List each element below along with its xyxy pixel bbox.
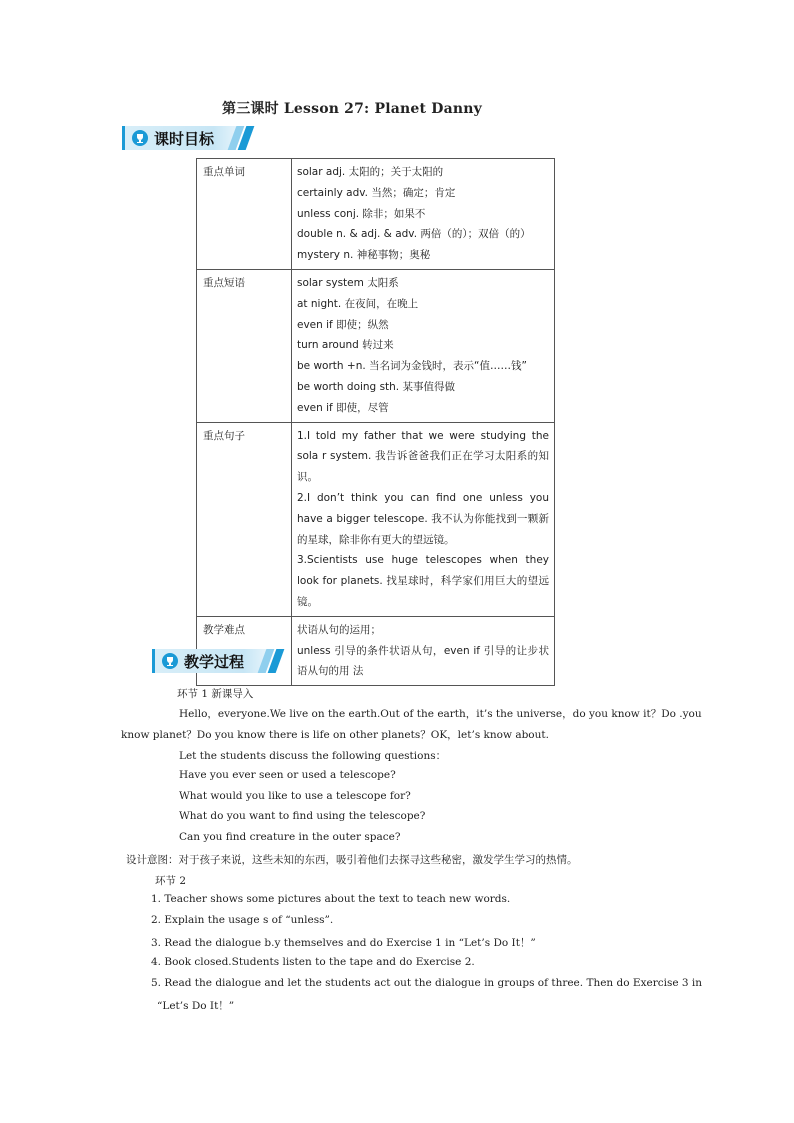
- row-label: [197, 422, 292, 616]
- table-row: [197, 269, 555, 422]
- row-label: [197, 269, 292, 422]
- step-item: 2. Explain the usage s of “unless”.: [151, 914, 334, 926]
- phrase-item: solar system 太阳系: [297, 276, 399, 289]
- question-item: Have you ever seen or used a telescope?: [179, 769, 396, 781]
- row-content: [292, 269, 555, 422]
- phrase-item: even if 即使；纵然: [297, 318, 389, 331]
- sentence-item: 3.Scientists use huge telescopes when they look for planets. 找星球时，科学家们用巨大的望远镜。: [297, 554, 549, 608]
- row-label-text: 重点短语: [203, 276, 245, 289]
- goals-table: [196, 158, 555, 686]
- row-content: [292, 422, 555, 616]
- row-label-text: 重点单词: [203, 166, 245, 178]
- section-banner-process: [152, 649, 278, 673]
- table-row: [197, 422, 555, 616]
- section-heading: 教学过程: [184, 652, 245, 671]
- row-label-text: 重点句子: [203, 429, 245, 442]
- row-content: [292, 616, 555, 685]
- section-banner-goals: [122, 126, 248, 150]
- intro-paragraph-line: Hello，everyone.We live on the earth.Out of the earth，it’s the universe，do you know it？Do .you: [179, 708, 702, 720]
- trophy-icon: [132, 130, 148, 146]
- step-item-continued: “Let’s Do It！”: [157, 1000, 235, 1012]
- step-item: 1. Teacher shows some pictures about the text to teach new words.: [151, 893, 511, 905]
- question-item: What do you want to find using the telescope?: [179, 810, 426, 822]
- discuss-instruction: Let the students discuss the following questions：: [179, 750, 447, 762]
- vocab-item: mystery n. 神秘事物；奥秘: [297, 249, 431, 262]
- row-label: [197, 159, 292, 270]
- section-heading: 课时目标: [154, 129, 215, 148]
- phrase-item: be worth +n. 当名词为金钱时，表示“值……钱”: [297, 360, 527, 373]
- table-row: [197, 159, 555, 270]
- difficulty-item: unless 引导的条件状语从句，even if 引导的让步状语从句的用 法: [297, 644, 549, 678]
- step1-title: 环节 1 新课导入: [177, 688, 254, 700]
- phrase-item: even if 即使，尽管: [297, 401, 389, 414]
- step2-title: 环节 2: [155, 875, 187, 887]
- phrase-item: be worth doing sth. 某事值得做: [297, 380, 455, 393]
- row-content: [292, 159, 555, 270]
- sentence-item: 1.I told my father that we were studying the sola r system. 我告诉爸爸我们正在学习太阳系的知识。: [297, 429, 549, 484]
- design-intent: 设计意图：对于孩子来说，这些未知的东西，吸引着他们去探寻这些秘密，激发学生学习的热情。: [126, 854, 578, 866]
- step-item: 4. Book closed.Students listen to the tape and do Exercise 2.: [151, 956, 475, 968]
- step-item: 3. Read the dialogue b.y themselves and do Exercise 1 in “Let’s Do It！”: [151, 937, 536, 949]
- sentence-item: 2.I don’t think you can find one unless you have a bigger telescope. 我不认为你能找到一颗新的星球，除非你有更大的望远镜。: [297, 491, 549, 546]
- intro-paragraph-line: know planet？Do you know there is life on other planets？OK，let’s know about.: [121, 729, 549, 741]
- question-item: Can you find creature in the outer space?: [179, 831, 401, 843]
- vocab-item: solar adj. 太阳的；关于太阳的: [297, 166, 444, 178]
- vocab-item: unless conj. 除非；如果不: [297, 207, 426, 220]
- vocab-item: double n. & adj. & adv. 两倍（的）；双倍（的）: [297, 228, 531, 241]
- vocab-item: certainly adv. 当然；确定；肯定: [297, 186, 456, 199]
- row-label-text: 教学难点: [203, 623, 245, 636]
- question-item: What would you like to use a telescope for?: [179, 790, 411, 802]
- difficulty-item: 状语从句的运用；: [297, 623, 381, 636]
- step-item: 5. Read the dialogue and let the students act out the dialogue in groups of three. Then do Exercise 3 in: [151, 977, 703, 989]
- trophy-icon: [162, 653, 178, 669]
- phrase-item: turn around 转过来: [297, 339, 394, 352]
- phrase-item: at night. 在夜间，在晚上: [297, 297, 419, 310]
- page-title: 第三课时 Lesson 27: Planet Danny: [222, 101, 482, 117]
